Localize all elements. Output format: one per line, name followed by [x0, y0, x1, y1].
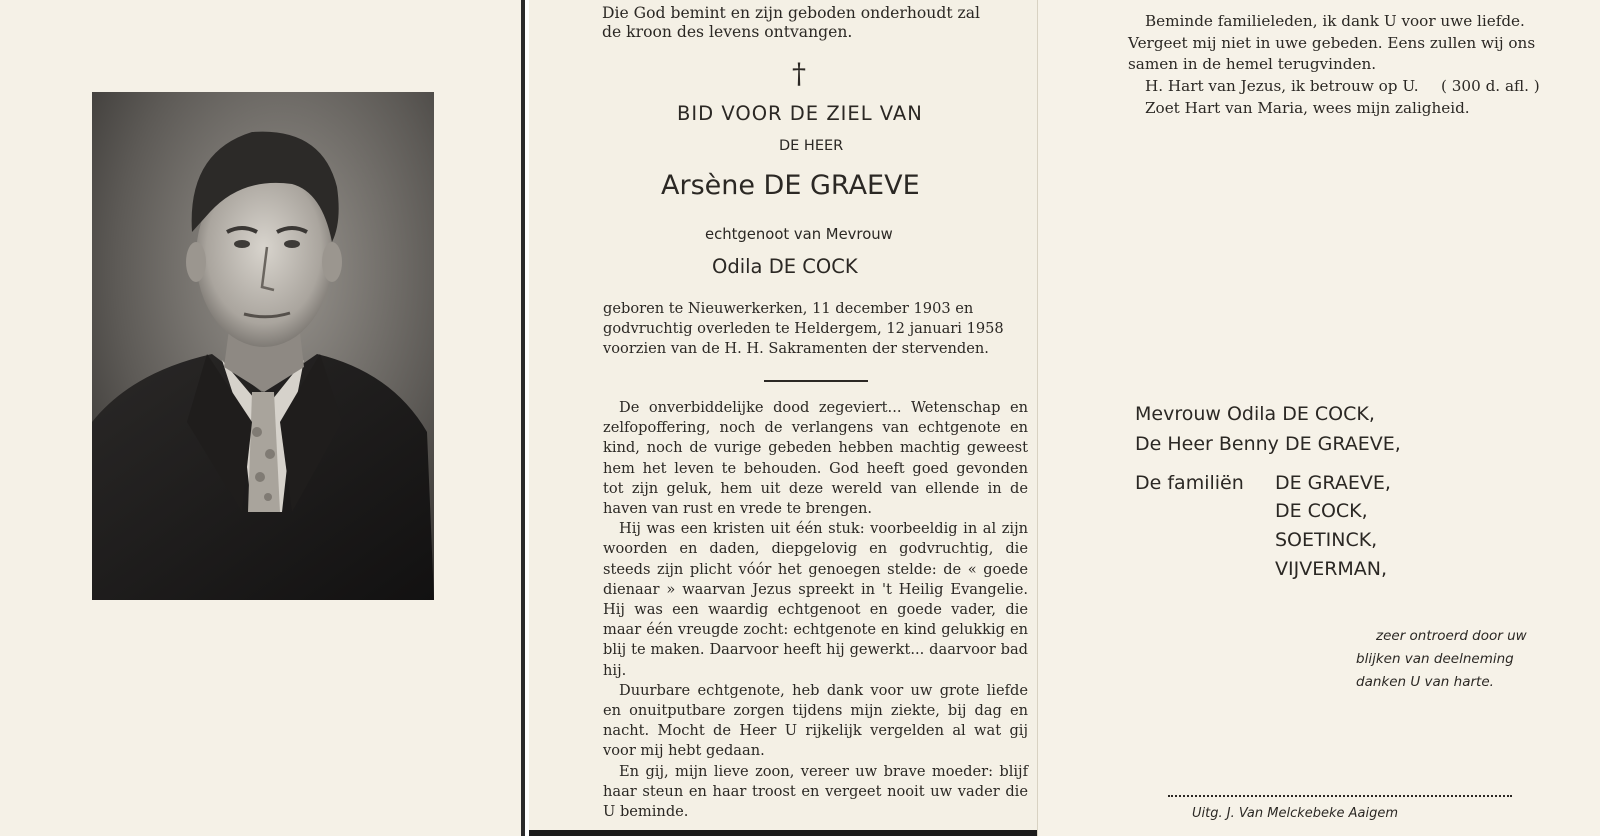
family-name-2: DE COCK, [1275, 500, 1368, 522]
family-line-1: Mevrouw Odila DE COCK, [1135, 403, 1375, 425]
eulogy-text [603, 398, 1028, 822]
life-details-line-2: godvruchtig overleden te Heldergem, 12 januari 1958 [603, 320, 1004, 337]
families-label: De familiën [1135, 472, 1244, 494]
life-details-line-3: voorzien van de H. H. Sakramenten der stervenden. [603, 340, 989, 357]
spouse-name: Odila DE COCK [712, 255, 858, 278]
portrait-photo [92, 92, 434, 600]
family-name-1: DE GRAEVE, [1275, 472, 1391, 494]
portrait-image [92, 92, 434, 600]
pray-heading: BID VOOR DE ZIEL VAN [677, 102, 923, 125]
spouse-intro: echtgenoot van Mevrouw [705, 226, 893, 243]
prayer-line-3: samen in de hemel terugvinden. [1128, 55, 1377, 73]
thanks-line-1: zeer ontroerd door uw [1376, 628, 1527, 644]
prayer-line-2: Vergeet mij niet in uwe gebeden. Eens zullen wij ons [1128, 34, 1536, 52]
divider [764, 380, 868, 382]
deceased-name: Arsène DE GRAEVE [661, 170, 920, 201]
family-name-4: VIJVERMAN, [1275, 558, 1388, 580]
indulgence-note: ( 300 d. afl. ) [1441, 77, 1540, 95]
verse-line-2: de kroon des levens ontvangen. [602, 23, 853, 41]
life-details-line-1: geboren te Nieuwerkerken, 11 december 1903 en [603, 300, 974, 317]
prayer-line-1: Beminde familieleden, ik dank U voor uwe liefde. [1145, 12, 1525, 30]
left-panel [0, 0, 525, 836]
eulogy-paragraph-4: En gij, mijn lieve zoon, vereer uw brave moeder: blijf haar steun en haar troost en vergeet nooit uw vader die U beminde. [603, 762, 1028, 821]
prayer-line-4: H. Hart van Jezus, ik betrouw op U. [1145, 77, 1419, 95]
cross-icon: † [792, 57, 806, 90]
publisher-credit: Uitg. J. Van Melckebeke Aaigem [1192, 806, 1399, 821]
eulogy-paragraph-3: Duurbare echtgenote, heb dank voor uw grote liefde en onuitputbare zorgen tijdens mijn ziekte, bij dag en nacht. Mocht de Heer U rijkelijk vergelden al wat gij voor mij hebt gedaan. [603, 681, 1028, 760]
thanks-line-3: danken U van harte. [1356, 674, 1494, 690]
prayer-line-5: Zoet Hart van Maria, wees mijn zaligheid. [1145, 99, 1470, 117]
family-line-2: De Heer Benny DE GRAEVE, [1135, 433, 1401, 455]
eulogy-paragraph-1: De onverbiddelijke dood zegeviert... Wetenschap en zelfopoffering, noch de verlangens van echtgenote en kind, noch de vurige gebeden hebben machtig geweest hem het leven te behouden. God heeft goed gevonden tot zijn geluk, hem uit deze wereld van ellende in de haven van rust en vrede te brengen. [603, 399, 1028, 518]
eulogy-paragraph-2: Hij was een kristen uit één stuk: voorbeeldig in al zijn woorden en daden, diepgelovig en godvruchtig, die steeds zijn plicht vóór het genoegen stelde: de « goede dienaar » waarvan Jezus spreekt in 't Heilig Evangelie. Hij was een waardig echtgenoot en goede vader, die maar één vreugde zocht: echtgenote en kind gelukkig en blij te maken. Daarvoor heeft hij gewerkt... daarvoor bad hij. [603, 520, 1028, 679]
thanks-line-2: blijken van deelneming [1356, 651, 1514, 667]
verse-line-1: Die God bemint en zijn geboden onderhoudt zal [602, 4, 981, 22]
publisher-divider [1168, 795, 1512, 797]
title-de-heer: DE HEER [779, 138, 844, 154]
family-name-3: SOETINCK, [1275, 529, 1378, 551]
